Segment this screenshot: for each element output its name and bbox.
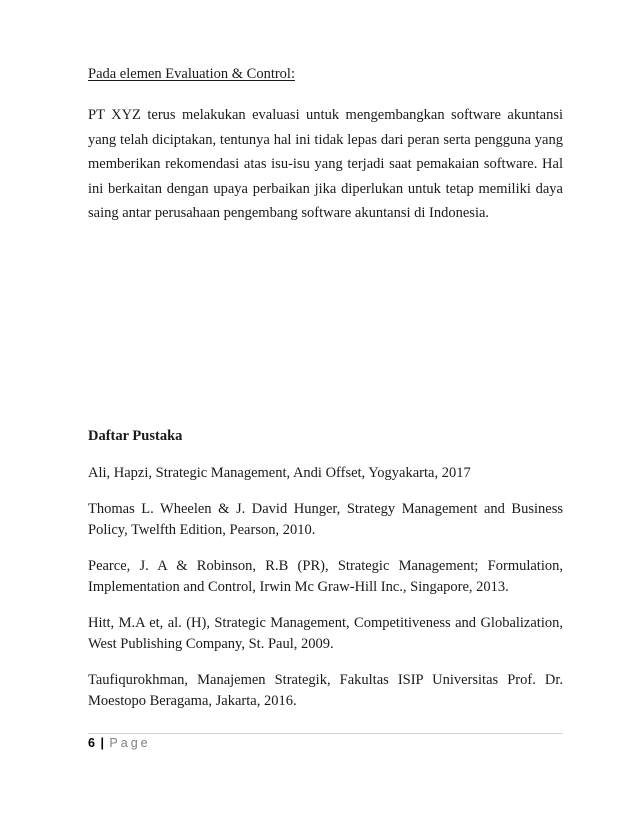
bibliography-entry: Hitt, M.A et, al. (H), Strategic Management, Competitiveness and Globalization, West Publishing Company, St. Paul, 2009. xyxy=(88,615,563,652)
page-label: Page xyxy=(109,736,151,750)
bibliography-entry: Pearce, J. A & Robinson, R.B (PR), Strategic Management; Formulation, Implementation and Control, Irwin Mc Graw-Hill Inc., Singapore, 2013. xyxy=(88,558,563,595)
page-separator: | xyxy=(100,736,104,750)
bibliography-entry: Thomas L. Wheelen & J. David Hunger, Strategy Management and Business Policy, Twelfth Edition, Pearson, 2010. xyxy=(88,501,563,538)
section-paragraph: PT XYZ terus melakukan evaluasi untuk mengembangkan software akuntansi yang telah diciptakan, tentunya hal ini tidak lepas dari peran serta pengguna yang memberikan rekomendasi atas isu-isu yang terjadi saat pemakaian software. Hal ini berkaitan dengan upaya perbaikan jika diperlukan untuk tetap memiliki daya saing antar perusahaan pengembang software akuntansi di Indonesia. xyxy=(88,107,563,221)
bibliography-entry: Taufiqurokhman, Manajemen Strategik, Fakultas ISIP Universitas Prof. Dr. Moestopo Beragama, Jakarta, 2016. xyxy=(88,672,563,709)
bibliography-entry: Ali, Hapzi, Strategic Management, Andi Offset, Yogyakarta, 2017 xyxy=(88,465,471,481)
section-heading: Pada elemen Evaluation & Control: xyxy=(88,66,295,82)
bibliography-heading: Daftar Pustaka xyxy=(88,428,183,444)
bibliography-list xyxy=(88,463,563,727)
page-number: 6 xyxy=(88,736,95,750)
page-footer xyxy=(88,733,563,750)
